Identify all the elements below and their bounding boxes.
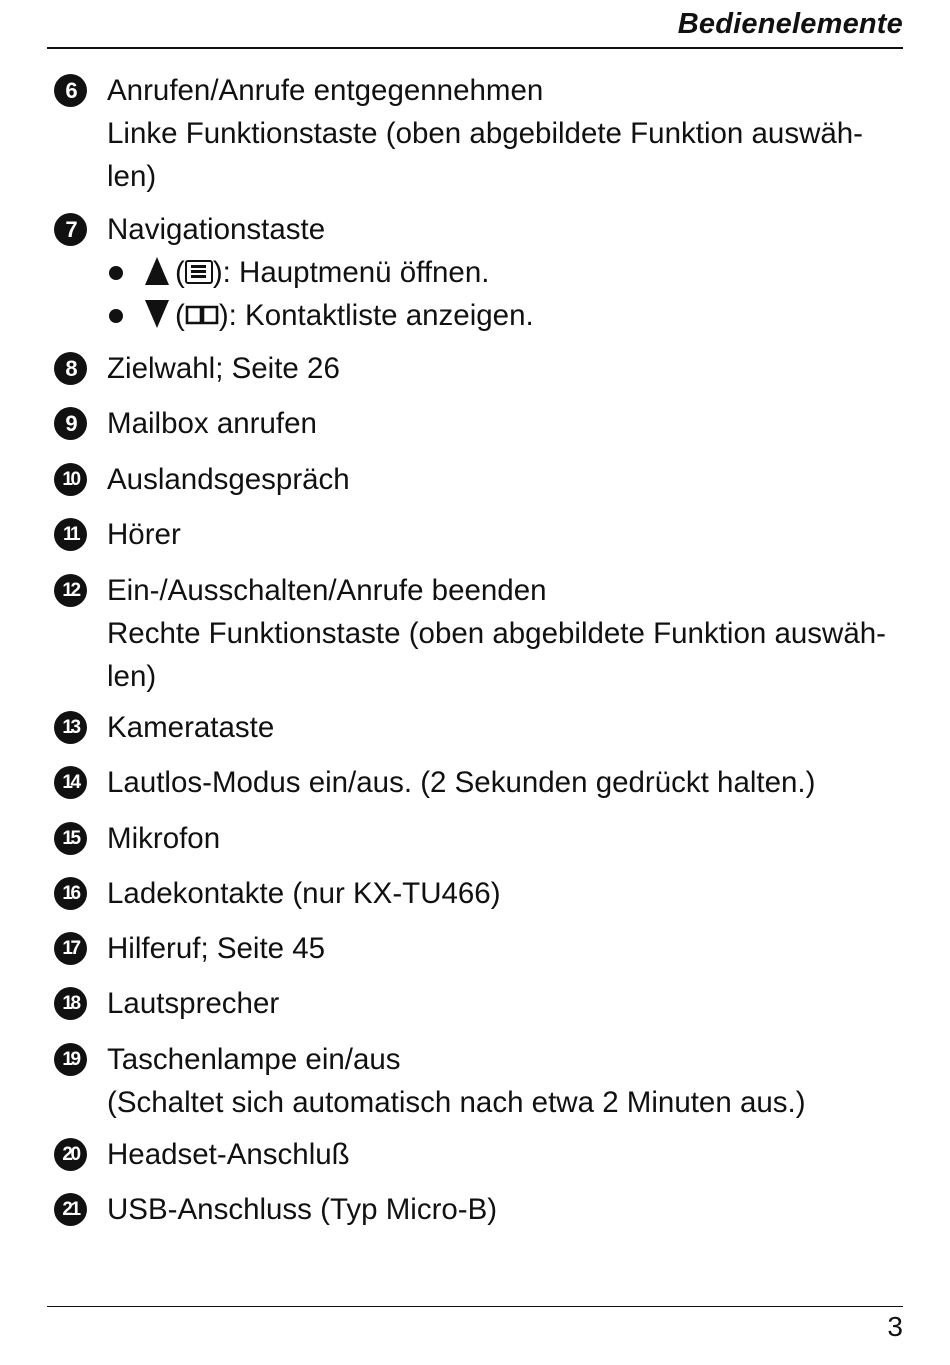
item-line: len) (107, 660, 157, 693)
number-badge-12: 12 (54, 574, 87, 607)
item-line: Headset-Anschluß (107, 1138, 350, 1171)
item-line: len) (107, 160, 157, 193)
number-badge-9: 9 (54, 407, 87, 440)
number-badge-13: 13 (54, 711, 87, 744)
item-line: Rechte Funktionstaste (oben abgebildete Funktion auswäh- (107, 617, 886, 650)
item-line: (Schaltet sich automatisch nach etwa 2 Minuten aus.) (107, 1086, 806, 1119)
item-line: Kamerataste (107, 711, 275, 744)
number-badge-18: 18 (54, 987, 87, 1020)
item-line: Ein-/Ausschalten/Anrufe beenden (107, 574, 547, 607)
bullet-item-contacts: ( ): Kontaktliste anzeigen. (107, 294, 907, 337)
item-line: Anrufen/Anrufe entgegennehmen (107, 74, 544, 107)
number-badge-21: 21 (54, 1193, 87, 1226)
item-line: Navigationstaste (107, 213, 326, 246)
item-text (107, 458, 907, 501)
bullet-item-main-menu: ( ): Hauptmenü öffnen. (107, 251, 907, 294)
number-badge-19: 19 (54, 1043, 87, 1076)
item-line: Auslandsgespräch (107, 463, 350, 496)
bullet-dot-icon (109, 266, 123, 280)
item-line: Lautlos-Modus ein/aus. (2 Sekunden gedrückt halten.) (107, 766, 816, 799)
item-text (107, 1038, 907, 1124)
item-text (107, 569, 907, 698)
item-text (107, 872, 907, 915)
item-line: Hilferuf; Seite 45 (107, 932, 326, 965)
up-arrow-icon (145, 257, 169, 285)
item-text (107, 208, 907, 337)
number-badge-16: 16 (54, 877, 87, 910)
item-text (107, 1133, 907, 1176)
item-text (107, 927, 907, 970)
item-text (107, 817, 907, 860)
item-text (107, 69, 907, 198)
item-text (107, 706, 907, 749)
bullet-dot-icon (109, 309, 123, 323)
number-badge-10: 10 (54, 463, 87, 496)
item-text (107, 761, 907, 804)
footer-divider (47, 1306, 903, 1307)
item-line: Mikrofon (107, 822, 221, 855)
item-text (107, 347, 907, 390)
item-text (107, 1188, 907, 1231)
item-line: Linke Funktionstaste (oben abgebildete Funktion auswäh- (107, 117, 864, 150)
header-divider (47, 47, 903, 49)
item-line: Lautsprecher (107, 987, 280, 1020)
item-text (107, 402, 907, 445)
number-badge-17: 17 (54, 932, 87, 965)
section-title: Bedienelemente (677, 8, 903, 40)
item-line: Ladekontakte (nur KX-TU466) (107, 877, 501, 910)
menu-icon (185, 260, 213, 284)
item-line: Zielwahl; Seite 26 (107, 352, 340, 385)
number-badge-15: 15 (54, 822, 87, 855)
number-badge-8: 8 (54, 352, 87, 385)
item-text (107, 513, 907, 556)
item-line: USB-Anschluss (Typ Micro-B) (107, 1193, 498, 1226)
page-number: 3 (887, 1311, 903, 1342)
number-badge-11: 11 (54, 518, 87, 551)
number-badge-6: 6 (54, 74, 87, 107)
number-badge-14: 14 (54, 766, 87, 799)
down-arrow-icon (145, 300, 169, 328)
item-text (107, 982, 907, 1025)
item-line: Hörer (107, 518, 181, 551)
book-icon (185, 304, 219, 326)
item-line: Mailbox anrufen (107, 407, 317, 440)
number-badge-20: 20 (54, 1138, 87, 1171)
item-line: Taschenlampe ein/aus (107, 1043, 401, 1076)
number-badge-7: 7 (54, 213, 87, 246)
